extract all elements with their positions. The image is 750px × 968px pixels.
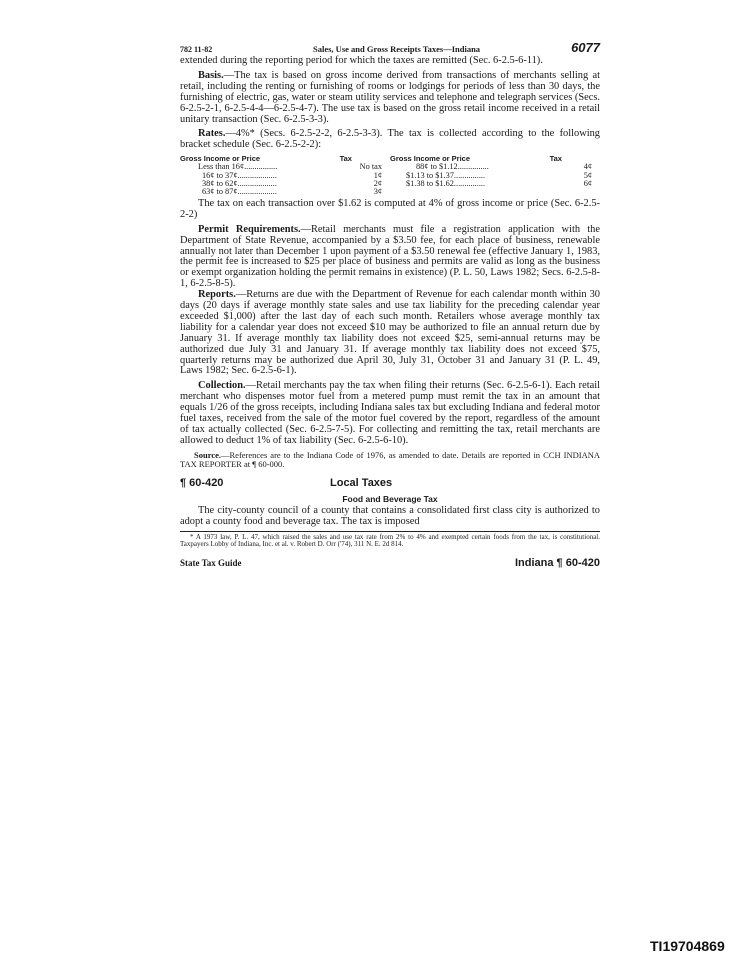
reports-lead: Reports.: [198, 289, 236, 301]
bracket-tax: 5¢: [583, 170, 592, 180]
para-collection: [180, 381, 600, 446]
footnote: * A 1973 law, P. L. 47, which raised the sales and use tax rate from 2% to 4% and exempted certain foods from the tax, is constitutional. Taxpayers Lobby of Indiana, Inc. et al. v. Robert D. Orr ('74), 311 N. E. 2d 814.: [180, 532, 600, 549]
rates-text: —4%* (Secs. 6-2.5-2-2, 6-2.5-3-3). The tax is collected according to the following bracket schedule (Sec. 6-2.5-2-2):: [180, 128, 600, 151]
col-head-income-left: Gross Income or Price: [180, 154, 261, 164]
bracket-range: 63¢ to 87¢...................: [202, 187, 277, 197]
bracket-tax: 3¢: [373, 187, 382, 197]
bracket-tax: No tax: [359, 162, 382, 172]
col-head-tax-left: Tax: [339, 154, 352, 164]
table-row: [180, 188, 600, 196]
bracket-range: Less than 16¢................: [198, 162, 278, 172]
source-text: —References are to the Indiana Code of 1976, as amended to date. Details are reported in CCH INDIANA TAX REPORTER at ¶ 60-000.: [180, 449, 600, 469]
document-page: [180, 40, 600, 569]
page-number: 6077: [571, 40, 600, 55]
collection-text: —Retail merchants pay the tax when filing their returns (Sec. 6-2.5-6-1). Each retail merchant who dispenses motor fuel from a metered pump must remit the tax in an amount that equals 1/26 of the gross receipts, including Indiana sales tax but excluding Indiana and federal motor fuel taxes, received from the sale of the motor fuel covered by the report, regardless of the amount of tax actually collected (Sec. 6-2.5-7-5). For collecting and remitting the tax, retail merchants are allowed to deduct 1% of tax liability (Sec. 6-2.5-6-10).: [180, 380, 600, 446]
collection-lead: Collection.: [198, 380, 246, 392]
bracket-tax: 4¢: [583, 162, 592, 172]
source-lead: Source.: [194, 449, 221, 460]
permit-lead: Permit Requirements.: [198, 223, 301, 235]
reports-text: —Returns are due with the Department of Revenue for each calendar month within 30 days (20 days if average monthly state sales and use tax liability for the preceding calendar year exceeded $1,000) after the last day of each such month. Retailers whose average monthly tax liability for a calendar year does not exceed $10 may be authorized to file an annual return due by January 31. If average monthly tax liability does not exceed $25, semi-annual returns may be authorized due July 31 and January 31. If average monthly tax liability does not exceed $75, quarterly returns may be authorized due April 30, July 31, October 31 and January 31 (P. L. 49, Laws 1982; Sec. 6-2.5-6-1).: [180, 289, 600, 377]
header-title: Sales, Use and Gross Receipts Taxes—Indiana: [313, 44, 481, 54]
section-subtitle: Food and Beverage Tax: [342, 493, 438, 504]
footnote-divider: [180, 531, 600, 532]
bracket-range: 88¢ to $1.12...............: [415, 162, 489, 172]
basis-lead: Basis.: [198, 69, 224, 81]
col-head-tax-right: Tax: [549, 154, 562, 164]
page-footer: [180, 557, 600, 569]
para-over: The tax on each transaction over $1.62 is computed at 4% of gross income or price (Sec. 6-2.5-2-2): [180, 197, 600, 220]
para-permit: [180, 225, 600, 290]
para-basis: [180, 71, 600, 126]
para-extended: extended during the reporting period for which the taxes are remitted (Sec. 6-2.5-6-11).: [180, 55, 543, 66]
para-local: The city-county council of a county that contains a consolidated first class city is authorized to adopt a county food and beverage tax. The tax is imposed: [180, 504, 600, 527]
bracket-tax: 1¢: [373, 170, 382, 180]
document-id: TI19704869: [650, 938, 725, 954]
footer-right: Indiana ¶ 60-420: [515, 556, 600, 569]
section-title: Local Taxes: [330, 476, 393, 489]
section-number: ¶ 60-420: [180, 476, 224, 489]
bracket-range: 16¢ to 37¢...................: [202, 170, 277, 180]
bracket-schedule-table: [180, 154, 600, 197]
permit-text: —Retail merchants must file a registration application with the Department of State Revenue, accompanied by a $3.50 fee, for each place of business, renewable annually not later than December 1 upon payment of a $3.50 renewal fee (effective January 1, 1983, the permit fee is increased to $25 per place of business and permits are valid as long as the business or exempt organization holding the permit remains in existence) (P. L. 50, Laws 1982; Secs. 6-2.5-8-1, 6-2.5-8-5).: [180, 223, 600, 290]
footer-left: State Tax Guide: [180, 557, 242, 568]
page-header: [180, 40, 600, 56]
bracket-tax: 6¢: [583, 179, 592, 189]
bracket-range: 38¢ to 62¢...................: [202, 179, 277, 189]
bracket-range: $1.38 to $1.62...............: [405, 179, 486, 189]
para-source: [180, 451, 600, 469]
para-rates: [180, 129, 600, 151]
bracket-range: $1.13 to $1.37...............: [405, 170, 486, 180]
section-heading: [180, 477, 600, 491]
basis-text: —The tax is based on gross income derived from transactions of merchants selling at retail, including the renting or furnishing of rooms or lodgings for periods of less than 30 days, the furnishing of electric, gas, water or steam utility services and telephone and telegraph services (Secs. 6-2.5-2-1, 6-2.5-4-4—6-2.5-4-7). The use tax is based on the gross retail income received in a retail unitary transaction (Sec. 6-2.5-3-3).: [180, 69, 600, 125]
para-reports: [180, 290, 600, 377]
col-head-income-right: Gross Income or Price: [389, 154, 471, 164]
bracket-tax: 2¢: [373, 179, 382, 189]
header-left: 782 11-82: [180, 45, 213, 54]
rates-lead: Rates.: [198, 128, 226, 140]
